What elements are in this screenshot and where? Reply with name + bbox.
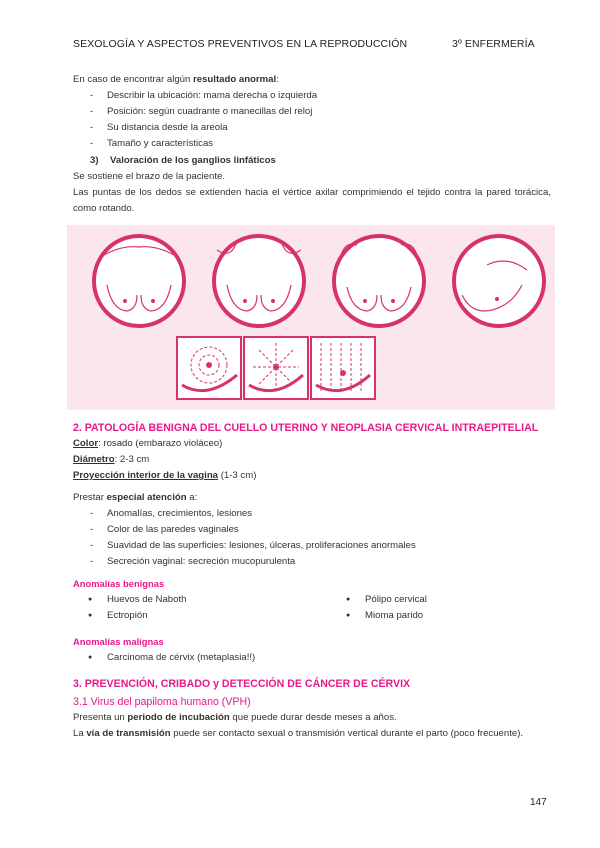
list-item: ● Ectropión (73, 608, 331, 624)
list-item: - Su distancia desde la areola (73, 120, 551, 136)
list-item: - Suavidad de las superficies: lesiones, úlceras, proliferaciones anormales (73, 538, 551, 554)
incubation-text: Presenta un periodo de incubación que puede durar desde meses a años. (73, 712, 397, 723)
palpation-vertical-pattern (311, 337, 375, 399)
breast-exam-circle-2 (214, 236, 304, 326)
list-item: ● Mioma parido (331, 608, 551, 624)
section-3-1-title: 3.1 Virus del papiloma humano (VPH) (73, 696, 251, 708)
header-course: 3º ENFERMERÍA (452, 38, 535, 50)
list-item: - Color de las paredes vaginales (73, 522, 551, 538)
benign-list (73, 592, 551, 624)
transmission-text: La vía de transmisión puede ser contacto sexual o transmisión vertical durante el parto (poco frecuente). (73, 728, 524, 739)
list-item: - Tamaño y características (73, 136, 551, 152)
attention-intro: Prestar especial atención a: (73, 492, 198, 503)
palpation-circular-pattern (177, 337, 241, 399)
abnormal-list (73, 88, 551, 152)
attention-list (73, 506, 551, 570)
list-item: - Describir la ubicación: mama derecha o izquierda (73, 88, 551, 104)
abnormal-intro: En caso de encontrar algún resultado anormal: (73, 74, 279, 85)
page-number: 147 (530, 797, 547, 808)
breast-exam-circle-4 (454, 236, 544, 326)
projection-line: Proyección interior de la vagina (1-3 cm) (73, 470, 257, 481)
breast-exam-illustration (67, 225, 555, 410)
section-3-title: 3. PREVENCIÓN, CRIBADO y DETECCIÓN DE CÁNCER DE CÉRVIX (73, 678, 411, 690)
color-line: Color: rosado (embarazo violáceo) (73, 438, 223, 449)
lymph-p2: Las puntas de los dedos se extienden hacia el vértice axilar comprimiendo el tejido contra la pared torácica, como rotando. (73, 187, 551, 214)
breast-exam-circle-1 (94, 236, 184, 326)
list-item: - Posición: según cuadrante o manecillas del reloj (73, 104, 551, 120)
list-item: - Secreción vaginal: secreción mucopurulenta (73, 554, 551, 570)
lymph-heading: 3) Valoración de los ganglios linfáticos (90, 155, 276, 166)
section-2-title: 2. PATOLOGÍA BENIGNA DEL CUELLO UTERINO Y NEOPLASIA CERVICAL INTRAEPITELIAL (73, 422, 539, 434)
breast-exam-circle-3 (334, 236, 424, 326)
list-item: ● Huevos de Naboth (73, 592, 331, 608)
malignant-list (73, 650, 551, 666)
diameter-line: Diámetro: 2-3 cm (73, 454, 150, 465)
list-item: ● Carcinoma de cérvix (metaplasia!!) (73, 650, 551, 666)
palpation-radial-pattern (244, 337, 308, 399)
illustration-svg (67, 225, 555, 410)
list-item: ● Pólipo cervical (331, 592, 551, 608)
benign-heading: Anomalías benignas (73, 578, 165, 589)
lymph-p1: Se sostiene el brazo de la paciente. (73, 171, 226, 182)
malignant-heading: Anomalías malignas (73, 636, 164, 647)
page-content (73, 72, 551, 742)
list-item: - Anomalías, crecimientos, lesiones (73, 506, 551, 522)
header-title: SEXOLOGÍA Y ASPECTOS PREVENTIVOS EN LA REPRODUCCIÓN (73, 38, 408, 50)
